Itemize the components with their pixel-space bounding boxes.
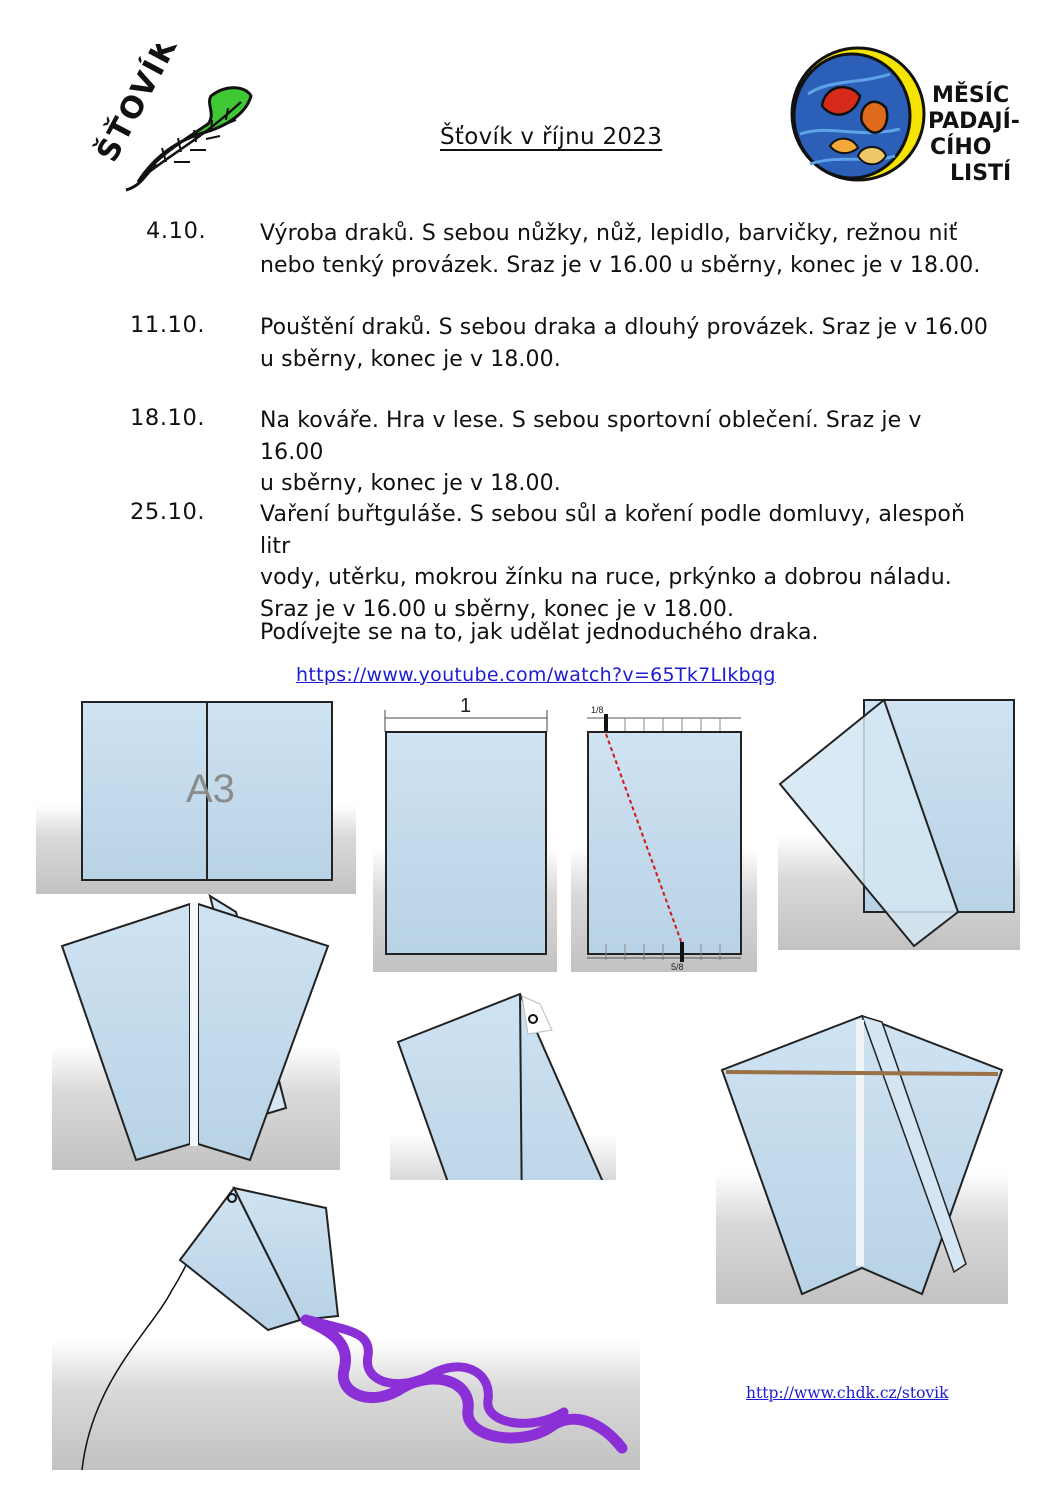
schedule-line: Pouštění draků. S sebou draka a dlouhý provázek. Sraz je v 16.00 xyxy=(260,315,988,340)
schedule-description xyxy=(260,405,990,500)
schedule-date: 25.10. xyxy=(130,499,206,525)
width-label: 1 xyxy=(460,695,472,717)
diagram-step-2 xyxy=(373,694,557,972)
schedule-line: Výroba draků. S sebou nůžky, nůž, lepidlo, barvičky, režnou niť xyxy=(260,221,958,246)
five-eighths-label: 5/8 xyxy=(671,962,684,972)
schedule-date: 18.10. xyxy=(130,405,206,431)
a3-label: A3 xyxy=(186,767,235,811)
mesic-padajiciho-listi-logo xyxy=(790,44,1040,194)
diagram-step-1 xyxy=(36,694,356,894)
schedule-date: 11.10. xyxy=(130,312,206,338)
schedule-description xyxy=(260,218,990,281)
stovik-logo xyxy=(86,44,266,194)
diagram-step-3 xyxy=(571,694,757,972)
page-title: Šťovík v říjnu 2023 xyxy=(440,124,663,150)
logo-text-line-3: CÍHO xyxy=(930,135,992,160)
logo-text-line-4: LISTÍ xyxy=(950,161,1012,186)
diagram-step-7 xyxy=(716,1012,1008,1304)
schedule-line: Sraz je v 16.00 u sběrny, konec je v 18.00. xyxy=(260,596,735,622)
one-eighth-label: 1/8 xyxy=(591,705,604,715)
logo-stovik-text: ŠŤOVÍK xyxy=(90,44,186,168)
schedule-date: 4.10. xyxy=(146,218,207,244)
logo-text-line-2: PADAJÍ- xyxy=(928,109,1020,134)
schedule-line: u sběrny, konec je v 18.00. xyxy=(260,471,561,496)
schedule-line: Vaření buřtguláše. S sebou sůl a koření podle domluvy, alespoň litr xyxy=(260,502,966,559)
video-note: Podívejte se na to, jak udělat jednoduchého draka. xyxy=(260,620,819,645)
schedule-line: vody, utěrku, mokrou žínku na ruce, prkýnko a dobrou náladu. xyxy=(260,565,952,590)
diagram-step-4 xyxy=(778,694,1020,950)
schedule-description xyxy=(260,312,990,375)
logo-text-line-1: MĚSÍC xyxy=(932,83,1010,108)
schedule-line: u sběrny, konec je v 18.00. xyxy=(260,346,561,372)
website-link[interactable]: http://www.chdk.cz/stovik xyxy=(746,1384,949,1402)
schedule-description xyxy=(260,499,990,625)
diagram-step-8-kite xyxy=(52,1180,640,1470)
schedule-line: nebo tenký provázek. Sraz je v 16.00 u sběrny, konec je v 18.00. xyxy=(260,252,981,278)
schedule-line: Na kováře. Hra v lese. S sebou sportovní oblečení. Sraz je v 16.00 xyxy=(260,408,922,465)
youtube-link[interactable]: https://www.youtube.com/watch?v=65Tk7LIkbqg xyxy=(296,664,776,686)
diagram-step-5 xyxy=(52,894,340,1170)
